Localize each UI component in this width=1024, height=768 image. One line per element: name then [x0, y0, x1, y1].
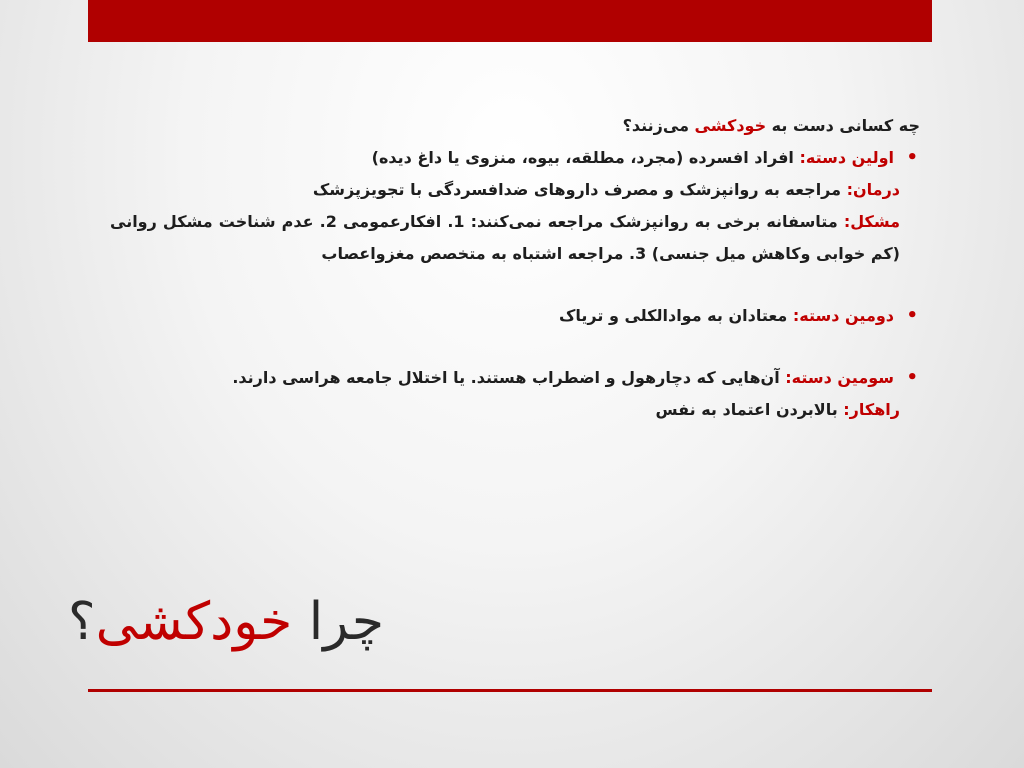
title-part2: ؟	[68, 592, 96, 652]
treatment-label: درمان:	[846, 180, 900, 199]
group1-item	[110, 142, 920, 174]
group1-text: افراد افسرده (مجرد، مطلقه، بیوه، منزوی یا داغ دیده)	[371, 148, 800, 167]
problem-label: مشکل:	[843, 212, 901, 231]
question-part1: چه کسانی دست به	[766, 116, 920, 135]
title-part1: چرا	[292, 592, 385, 652]
bullet-icon: •	[906, 305, 918, 326]
top-accent-bar	[88, 0, 932, 42]
group3-text: آن‌هایی که دچارهول و اضطراب هستند. یا اختلال جامعه هراسی دارند.	[232, 368, 786, 387]
slide-body	[110, 110, 920, 426]
solution-text: بالابردن اعتماد به نفس	[655, 400, 844, 419]
question-highlight: خودکشی	[694, 116, 767, 135]
bullet-icon: •	[906, 367, 918, 388]
group2-item	[110, 300, 920, 332]
solution-label: راهکار:	[843, 400, 900, 419]
group1-treatment	[110, 174, 920, 206]
problem-text: متاسفانه برخی به روانپزشک مراجعه نمی‌کنند: 1. افکارعمومی 2. عدم شناخت مشکل روانی (کم خوابی وکاهش میل جنسی) 3. مراجعه اشتباه به متخصص مغزواعصاب	[110, 212, 900, 263]
group3-solution	[110, 394, 920, 426]
group3-item	[110, 362, 920, 394]
question-part2: می‌زنند؟	[622, 116, 695, 135]
slide-title	[68, 582, 384, 662]
treatment-text: مراجعه به روانپزشک و مصرف داروهای ضدافسردگی با تجویزپزشک	[312, 180, 847, 199]
group1-problem	[110, 206, 920, 270]
title-highlight: خودکشی	[95, 592, 293, 652]
bottom-accent-rule	[88, 689, 932, 692]
bullet-icon: •	[906, 147, 918, 168]
group1-label: اولین دسته:	[799, 148, 894, 167]
question-heading	[110, 110, 920, 142]
group2-label: دومین دسته:	[792, 306, 894, 325]
group3-label: سومین دسته:	[785, 368, 894, 387]
group2-text: معتادان به موادالکلی و تریاک	[559, 306, 793, 325]
